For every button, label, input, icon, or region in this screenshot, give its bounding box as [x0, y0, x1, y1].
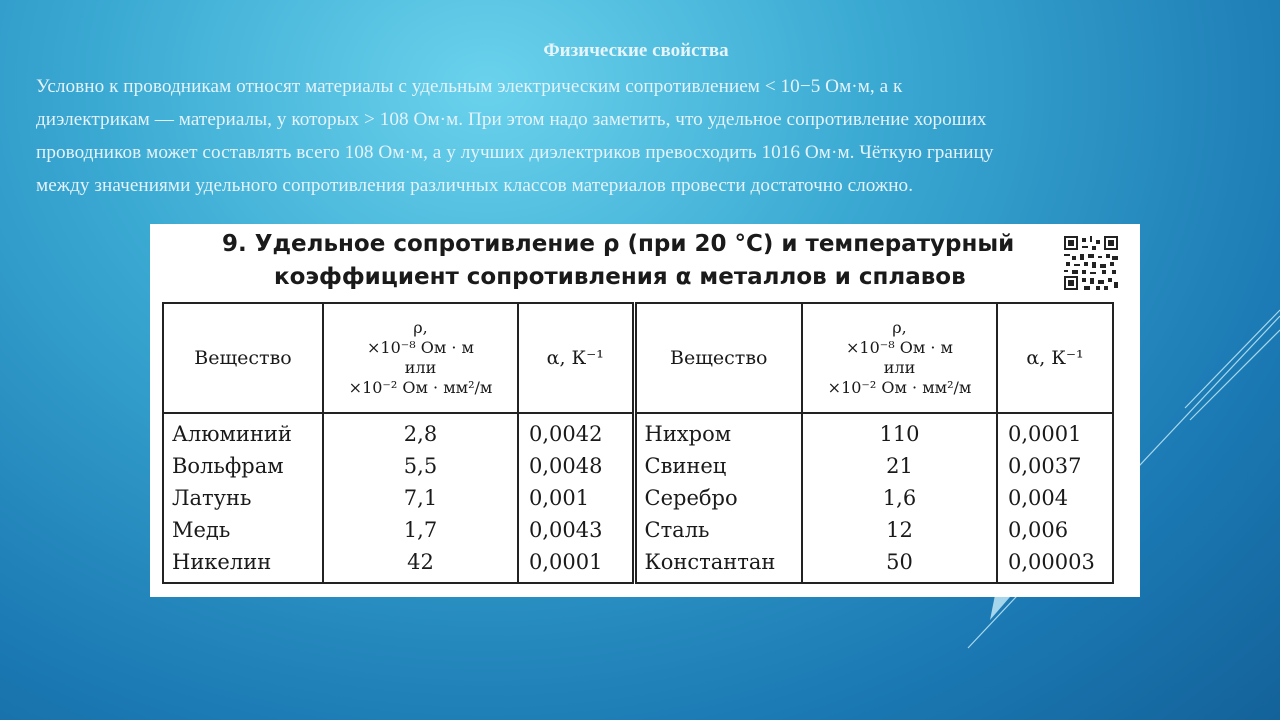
table-cell: Латунь	[172, 486, 252, 510]
table-cell: 50	[886, 550, 913, 574]
table-cell: 0,001	[529, 486, 590, 510]
table-cell: 1,7	[403, 518, 438, 542]
table-cell: 110	[879, 422, 920, 446]
table-cell: 0,0001	[529, 550, 603, 574]
table-title-line-2: коэффициент сопротивления α металлов и сплавов	[274, 264, 966, 290]
table-cell: Константан	[644, 550, 776, 574]
table-cell: Нихром	[644, 422, 732, 446]
table-cell: 0,0001	[1008, 422, 1082, 446]
paragraph-line: диэлектрикам — материалы, у которых > 108 Ом·м. При этом надо заметить, что удельное сопротивление хороших	[36, 109, 987, 130]
table-title-line-1: 9. Удельное сопротивление ρ (при 20 °С) и температурный	[222, 231, 1015, 257]
table-cell: Серебро	[644, 486, 738, 510]
table-cell: 12	[886, 518, 913, 542]
table-cell: 21	[886, 454, 913, 478]
paragraph-line: между значениями удельного сопротивления различных классов материалов провести достаточно сложно.	[36, 175, 914, 196]
table-cell: 7,1	[403, 486, 438, 510]
header-alpha: α, К⁻¹	[997, 303, 1113, 413]
qr-code-icon	[1064, 236, 1118, 290]
table-cell: 0,00003	[1008, 550, 1095, 574]
right-alpha-column	[997, 413, 1113, 583]
resistivity-table-image	[150, 224, 1140, 597]
left-rho-column	[323, 413, 518, 583]
table-body-row	[163, 413, 1113, 583]
right-substance-column	[634, 413, 802, 583]
table-cell: Сталь	[644, 518, 710, 542]
table-cell: Свинец	[644, 454, 727, 478]
header-resistivity: ρ, ×10⁻⁸ Ом · м или ×10⁻² Ом · мм²/м	[323, 303, 518, 413]
table-cell: 0,0042	[529, 422, 603, 446]
table-cell: 0,0043	[529, 518, 603, 542]
header-substance: Вещество	[163, 303, 323, 413]
intro-paragraph	[36, 70, 1251, 202]
table-header-row	[163, 303, 1113, 413]
table-cell: Медь	[172, 518, 231, 542]
left-alpha-column	[518, 413, 634, 583]
paragraph-line: проводников может составлять всего 108 Ом·м, а у лучших диэлектриков превосходить 1016 Ом·м. Чёткую границу	[36, 142, 994, 163]
table-cell: 2,8	[403, 422, 438, 446]
table-cell: Алюминий	[172, 422, 292, 446]
table-cell: 1,6	[882, 486, 917, 510]
header-substance: Вещество	[634, 303, 802, 413]
right-rho-column	[802, 413, 997, 583]
table-cell: Вольфрам	[172, 454, 284, 478]
header-resistivity: ρ, ×10⁻⁸ Ом · м или ×10⁻² Ом · мм²/м	[802, 303, 997, 413]
slide-heading: Физические свойства	[543, 40, 729, 61]
paragraph-line: Условно к проводникам относят материалы с удельным электрическим сопротивлением < 10−5 Ом·м, а к	[36, 76, 903, 97]
table-cell: 5,5	[403, 454, 438, 478]
table-cell: 0,0048	[529, 454, 603, 478]
resistivity-table	[162, 302, 1114, 584]
table-cell: 0,0037	[1008, 454, 1082, 478]
table-cell: 0,006	[1008, 518, 1069, 542]
left-substance-column	[163, 413, 323, 583]
table-cell: 0,004	[1008, 486, 1069, 510]
table-cell: 42	[407, 550, 434, 574]
header-alpha: α, К⁻¹	[518, 303, 634, 413]
table-cell: Никелин	[172, 550, 272, 574]
